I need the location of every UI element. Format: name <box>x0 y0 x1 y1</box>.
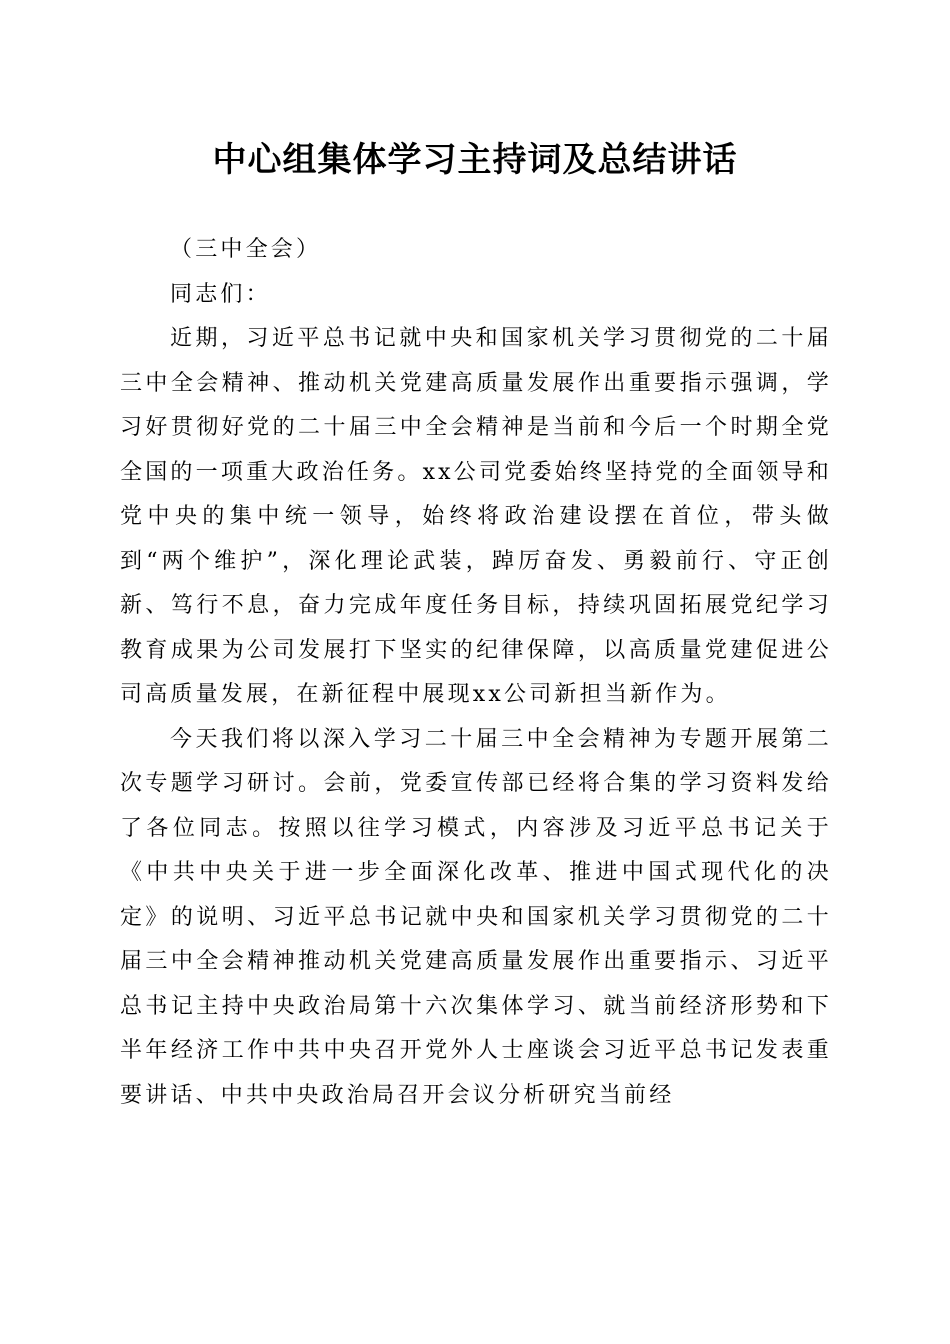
document-title: 中心组集体学习主持词及总结讲话 <box>212 140 738 180</box>
subtitle-line: （三中全会） <box>170 237 322 262</box>
body-paragraph-2: 今天我们将以深入学习二十届三中全会精神为专题开展第二次专题学习研讨。会前，党委宣传部已经将合集的学习资料发给了各位同志。按照以往学习模式，内容涉及习近平总书记关于《中共中央关于进一步全面深化改革、推进中国式现代化的决定》的说明、习近平总书记就中央和国家机关学习贯彻党的二十届三中全会精神推动机关党建高质量发展作出重要指示、习近平总书记主持中央政治局第十六次集体学习、就当前经济形势和下半年经济工作中共中央召开党外人士座谈会习近平总书记发表重要讲话、中共中央政治局召开会议分析研究当前经 <box>120 726 832 1108</box>
salutation-line: 同志们： <box>170 281 271 307</box>
body-paragraph-1: 近期，习近平总书记就中央和国家机关学习贯彻党的二十届三中全会精神、推动机关党建高质量发展作出重要指示强调，学习好贯彻好党的二十届三中全会精神是当前和今后一个时期全党全国的一项重大政治任务。xx公司党委始终坚持党的全面领导和党中央的集中统一领导，始终将政治建设摆在首位，带头做到“两个维护”，深化理论武装，踔厉奋发、勇毅前行、守正创新、笃行不息，奋力完成年度任务目标，持续巩固拓展党纪学习教育成果为公司发展打下坚实的纪律保障，以高质量党建促进公司高质量发展，在新征程中展现xx公司新担当新作为。 <box>120 326 832 707</box>
document-body <box>120 228 832 1118</box>
